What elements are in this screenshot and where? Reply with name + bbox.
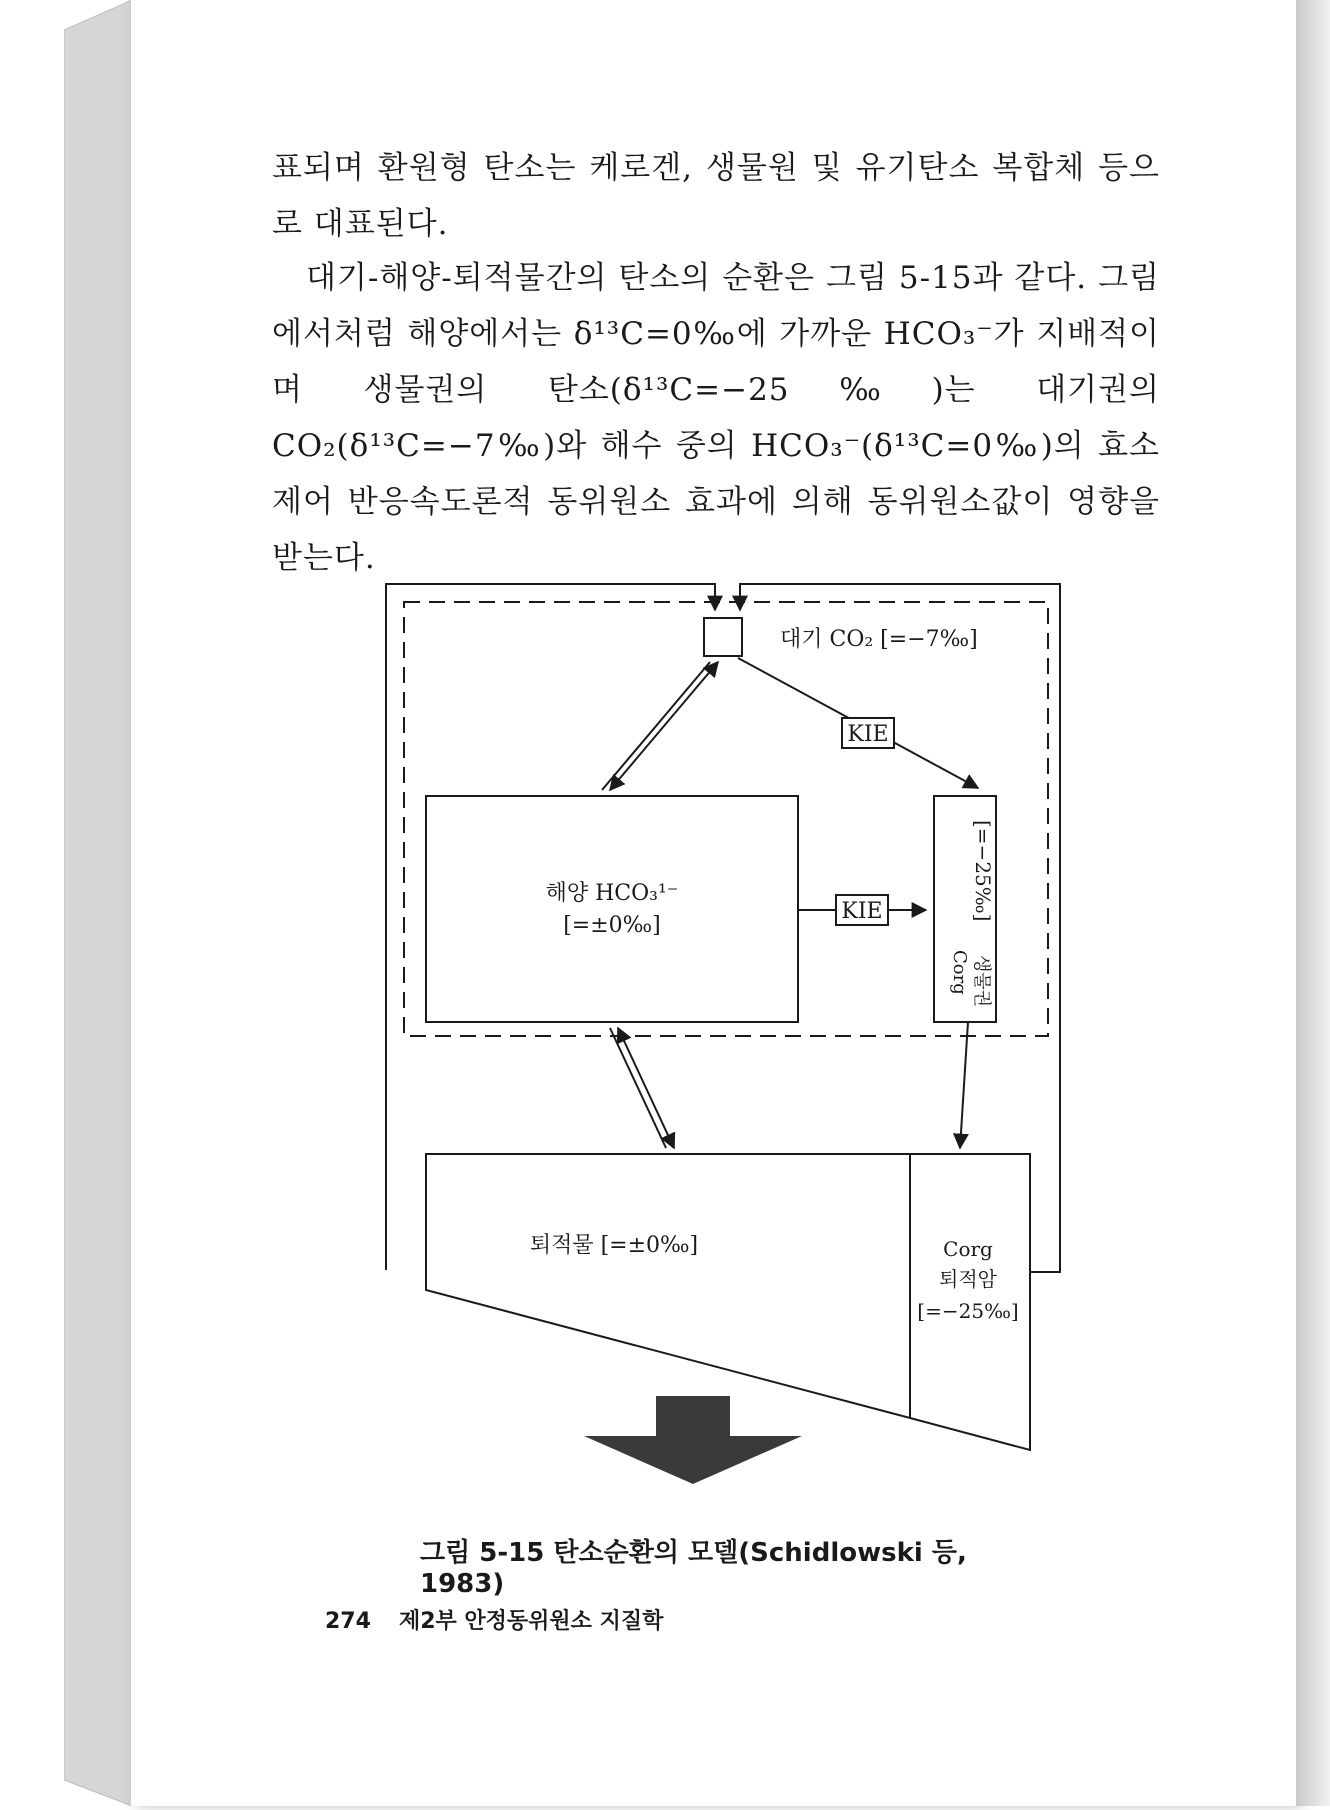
figure-caption: 그림 5-15 탄소순환의 모델(Schidlowski 등, 1983) [420, 1538, 967, 1599]
atmosphere-label: 대기 CO₂ [=−7‰] [780, 627, 978, 652]
book-spine [64, 0, 132, 1806]
burial-arrow-icon [584, 1396, 802, 1484]
biosphere-label: 생물권 [971, 955, 992, 1008]
ocean-value: [=±0‰] [563, 913, 661, 938]
body-paragraph-1: 표되며 환원형 탄소는 케로겐, 생물원 및 유기탄소 복합체 등으로 대표된다. [272, 150, 1160, 242]
sediment-body [426, 1154, 910, 1418]
arrow-bio-sedrock [960, 1022, 968, 1148]
atmosphere-box [704, 618, 742, 656]
page-number: 274 [325, 1609, 371, 1634]
page-edge-shadow [1296, 0, 1330, 1806]
body-paragraph-2: 대기-해양-퇴적물간의 탄소의 순환은 그림 5-15과 같다. 그림에서처럼 해양에서는 δ¹³C=0‰에 가까운 HCO₃⁻가 지배적이며 생물권의 탄소(δ¹³C=−25‰)는 대기권의 CO₂(δ¹³C=−7‰)와 해수 중의 HCO₃⁻(δ¹³C=0‰)의 효소제어 반응속도론적 동위원소 효과에 의해 동위원소값이 영향을 받는다. [272, 260, 1160, 576]
kie-middle-label: KIE [841, 899, 883, 924]
sedrock-value: [=−25‰] [917, 1299, 1019, 1323]
kie-top-label: KIE [847, 722, 889, 747]
part-title: 제2부 안정동위원소 지질학 [398, 1609, 664, 1634]
ocean-box [426, 796, 798, 1022]
biosphere-corg: Corg [949, 950, 970, 995]
biosphere-value: [=−25‰] [971, 820, 995, 922]
sediment-label: 퇴적물 [=±0‰] [529, 1233, 699, 1258]
sedrock-corg: Corg [943, 1237, 993, 1261]
ocean-label: 해양 HCO₃¹⁻ [545, 881, 679, 906]
carbon-cycle-figure [370, 570, 1090, 1490]
page-footer [325, 1604, 825, 1635]
sedrock-label: 퇴적암 [939, 1267, 997, 1291]
